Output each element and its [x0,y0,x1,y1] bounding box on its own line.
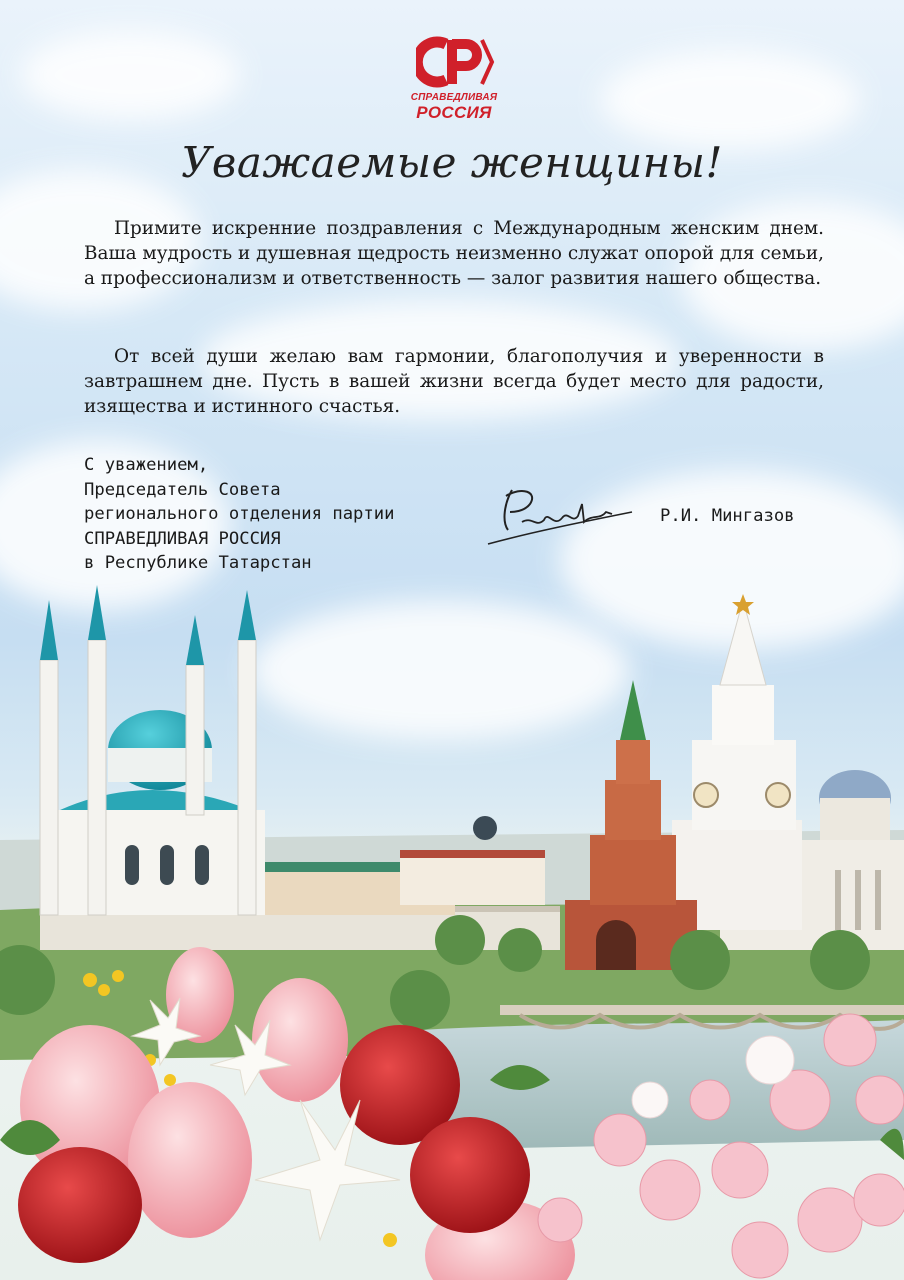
closing-line: СПРАВЕДЛИВАЯ РОССИЯ [84,528,281,549]
handwritten-signature [482,482,638,552]
closing-line: Председатель Совета [84,479,281,500]
kazan-cityscape-illustration [0,580,904,1280]
closing-line: регионального отделения партии [84,504,395,524]
logo-text-line1: СПРАВЕДЛИВАЯ [410,92,498,103]
party-logo [408,36,500,122]
closing-line: в Республике Татарстан [84,553,312,573]
signer-name: Р.И. Мингазов [660,506,795,526]
logo-text-line2: РОССИЯ [416,103,492,122]
cloud [600,50,860,150]
closing-block [84,453,484,576]
cloud [20,30,240,120]
letter-greeting: Уважаемые женщины! [181,138,723,187]
letter-paragraph: Примите искренние поздравления с Международным женским днем. Ваша мудрость и душевная щедрость неизменно служат опорой для семьи, а профессионализм и ответственность — залог развития нашего общества. [84,218,824,289]
logo-mark-icon [416,36,496,88]
closing-line: С уважением, [84,455,209,475]
letter-paragraph: От всей души желаю вам гармонии, благополучия и уверенности в завтрашнем дне. Пусть в вашей жизни всегда будет место для радости, изящества и истинного счастья. [84,346,824,417]
